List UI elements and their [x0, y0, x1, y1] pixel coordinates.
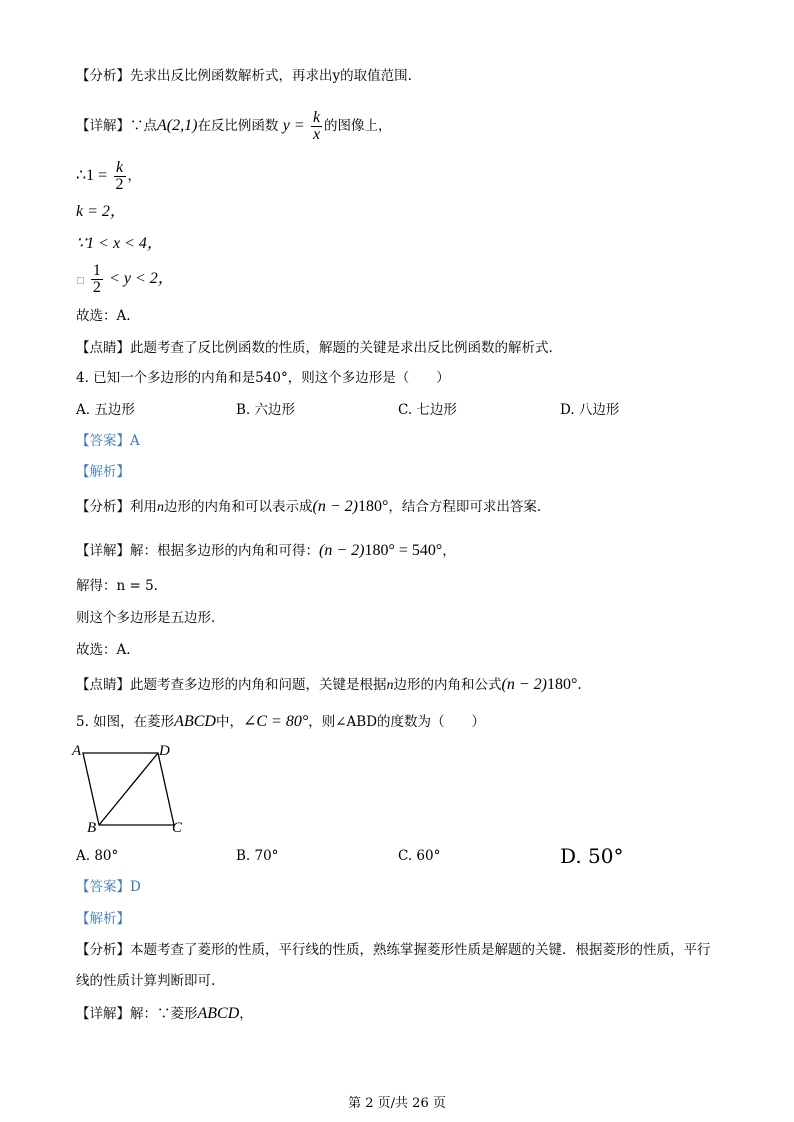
- q4-comment: [76, 675, 582, 696]
- placeholder-glyph-icon: □: [76, 276, 85, 286]
- q5-detail: [76, 1004, 253, 1024]
- label-c: C: [172, 820, 183, 836]
- stem-text: 5. 如图，在菱形: [76, 714, 175, 730]
- q4-option-d: D. 八边形: [560, 402, 620, 418]
- diagonal-bd: [99, 753, 158, 825]
- rhombus-name: ABCD: [174, 713, 216, 730]
- q4-analysis: [76, 497, 541, 518]
- label-b: B: [87, 820, 97, 836]
- fraction-denominator: 2: [115, 176, 124, 193]
- page-footer: 第 2 页/共 26 页: [348, 1096, 446, 1111]
- detail-text: 【详解】解：根据多边形的内角和可得：: [76, 543, 319, 559]
- q3-step3: ∵1 < x < 4，: [76, 235, 163, 252]
- detail-text: 【详解】解：∵菱形: [76, 1006, 198, 1022]
- q4-analysis-tag: 【解析】: [76, 464, 130, 480]
- step-text: ∴1 =: [76, 167, 108, 184]
- detail-text: ，: [239, 1006, 253, 1022]
- q5-stem: [76, 712, 485, 732]
- label-a: A: [72, 743, 82, 759]
- q4-option-a: A. 五边形: [76, 402, 135, 418]
- formula: 180°: [357, 498, 389, 515]
- equation: (n − 2): [319, 542, 365, 559]
- q3-analysis: 【分析】先求出反比例函数解析式，再求出y的取值范围.: [76, 68, 412, 84]
- q5-analysis-tag: 【解析】: [76, 911, 130, 927]
- comment-text: 边形的内角和公式: [393, 677, 502, 693]
- q3-step1: [76, 160, 141, 193]
- detail-tag: 【详解】: [76, 118, 130, 134]
- label-d: D: [159, 743, 170, 759]
- q3-detail: [76, 110, 392, 143]
- q5-analysis-line2: 线的性质计算判断即可.: [76, 973, 216, 989]
- detail-text: ，: [442, 543, 456, 559]
- stem-text: ，则∠ABD的度数为（ ）: [308, 714, 486, 730]
- function-y: y =: [282, 117, 305, 134]
- detail-text: ∵点: [130, 118, 157, 134]
- analysis-text: 【分析】利用: [76, 499, 157, 515]
- fraction-k-over-2: [114, 160, 126, 193]
- fraction-denominator: x: [312, 126, 321, 143]
- formula: 180°: [546, 676, 578, 693]
- formula: (n − 2): [501, 676, 547, 693]
- comment-text: .: [577, 677, 582, 693]
- fraction-numerator: 1: [92, 262, 101, 279]
- q3-step2: k = 2，: [76, 203, 126, 220]
- analysis-text: 边形的内角和可以表示成: [164, 499, 313, 515]
- detail-text: 在反比例函数: [197, 118, 279, 134]
- rhombus-figure: [66, 740, 196, 838]
- fraction-numerator: k: [312, 109, 321, 126]
- q4-option-b: B. 六边形: [236, 402, 296, 418]
- point-a: A(2,1): [157, 117, 198, 134]
- q4-option-c: C. 七边形: [398, 402, 457, 418]
- rhombus-name: ABCD: [197, 1005, 240, 1022]
- angle-condition: ∠C = 80°: [242, 713, 309, 730]
- analysis-text: ，结合方程即可求出答案.: [388, 499, 542, 515]
- step-text: ，: [127, 168, 141, 184]
- var-n: n: [386, 678, 394, 693]
- q3-step4: [76, 263, 174, 296]
- fraction-denominator: 2: [92, 279, 101, 296]
- fraction-one-half: [91, 263, 103, 296]
- q4-choice: 故选：A.: [76, 642, 131, 658]
- q5-analysis-line1: 【分析】本题考查了菱形的性质，平行线的性质，熟练掌握菱形性质是解题的关键．根据菱形的性质，平行: [76, 942, 711, 958]
- q5-option-a: A. 80°: [76, 848, 119, 864]
- q5-option-d: D. 50°: [560, 844, 624, 868]
- q5-option-b: B. 70°: [236, 848, 279, 864]
- stem-text: 中，: [215, 714, 243, 730]
- q3-choice: 故选：A.: [76, 308, 131, 324]
- inequality-text: < y < 2，: [109, 270, 174, 287]
- var-n: n: [157, 500, 164, 515]
- q4-detail: [76, 541, 456, 561]
- comment-text: 【点睛】此题考查多边形的内角和问题，关键是根据: [76, 677, 387, 693]
- q3-comment: 【点睛】此题考查了反比例函数的性质，解题的关键是求出反比例函数的解析式.: [76, 340, 553, 356]
- fraction-k-over-x: [311, 110, 322, 143]
- fraction-numerator: k: [114, 160, 126, 177]
- q4-answer: 【答案】A: [76, 433, 140, 449]
- formula: (n − 2): [312, 498, 358, 515]
- q4-stem: 4. 已知一个多边形的内角和是540°，则这个多边形是（ ）: [76, 370, 450, 386]
- detail-text: 的图像上，: [324, 118, 392, 134]
- q4-solve: 解得：n = 5.: [76, 578, 158, 594]
- q5-answer: 【答案】D: [76, 879, 141, 895]
- equation: 180° = 540°: [364, 542, 443, 559]
- q5-option-c: C. 60°: [398, 848, 441, 864]
- q4-conclude: 则这个多边形是五边形.: [76, 610, 216, 626]
